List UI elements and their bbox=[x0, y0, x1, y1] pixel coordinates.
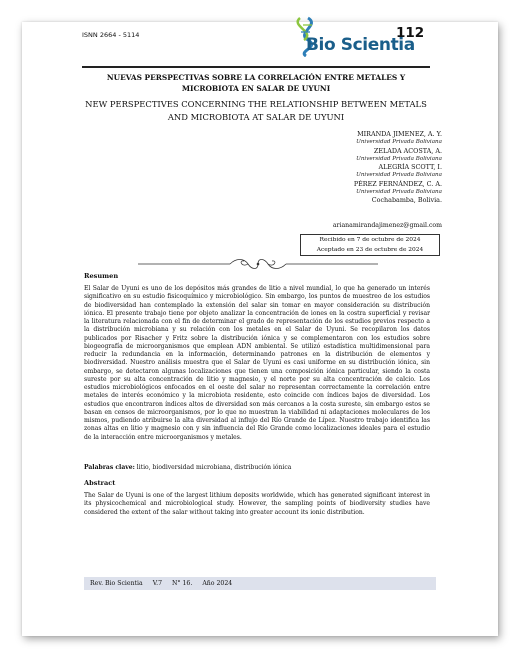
author-affiliation: Universidad Privada Boliviana bbox=[356, 139, 442, 146]
title-spanish: NUEVAS PERSPECTIVAS SOBRE LA CORRELACIÓN ENTRE METALES Y MICROBIOTA EN SALAR DE UYUNI bbox=[106, 73, 406, 93]
header-rule bbox=[82, 66, 430, 68]
author-list bbox=[354, 130, 442, 205]
issn-label: ISNN 2664 - 5114 bbox=[82, 31, 140, 39]
author-email[interactable]: arianamirandajimenez@gmail.com bbox=[332, 222, 442, 229]
author-location: Cochabamba, Bolivia. bbox=[371, 196, 442, 205]
footer-year: Año 2024 bbox=[202, 580, 233, 587]
resumen-heading: Resumen bbox=[84, 272, 119, 280]
abstract-heading: Abstract bbox=[84, 479, 116, 487]
keywords-text: litio, biodiversidad microbiana, distribución iónica bbox=[136, 464, 292, 471]
author-name: PÉREZ FERNÁNDEZ, C. A. bbox=[353, 179, 442, 188]
author-affiliation: Universidad Privada Boliviana bbox=[356, 155, 442, 162]
footer-number: N° 16. bbox=[172, 580, 193, 587]
author-affiliation: Universidad Privada Boliviana bbox=[356, 189, 442, 196]
author-name: ZELADA ACOSTA, A. bbox=[373, 146, 442, 155]
received-date: Recibido en 7 de octubre de 2024 bbox=[319, 237, 421, 243]
keywords-label: Palabras clave: bbox=[84, 464, 135, 471]
footer-band bbox=[84, 577, 436, 590]
ornament-divider bbox=[138, 257, 378, 271]
author-name: MIRANDA JIMENEZ, A. Y. bbox=[357, 130, 442, 138]
footer-volume: V.7 bbox=[152, 580, 163, 587]
author-name: ALEGRÍA SCOTT, I. bbox=[378, 163, 442, 172]
title-english: NEW PERSPECTIVES CONCERNING THE RELATIONSHIP BETWEEN METALS AND MICROBIOTA AT SALAR DE UYUNI bbox=[85, 99, 427, 122]
page-number: 112 bbox=[396, 25, 425, 41]
journal-name: Bio Scientia bbox=[306, 35, 415, 55]
author-affiliation: Universidad Privada Boliviana bbox=[356, 172, 442, 179]
abstract-text: The Salar de Uyuni is one of the largest lithium deposits worldwide, which has generated significant interest in its physicochemical and microbiological study. However, the sampling points of biodiversity studies have considered the extent of the salar without taking into greater account its ionic distribution. bbox=[84, 492, 430, 516]
accepted-date: Aceptado en 23 de octubre de 2024 bbox=[316, 246, 424, 253]
dates-box bbox=[300, 234, 440, 256]
footer-journal: Rev. Bio Scientia bbox=[90, 580, 143, 587]
keywords-line bbox=[84, 464, 430, 472]
resumen-text: El Salar de Uyuni es uno de los depósitos más grandes de litio a nivel mundial, lo que ha generado un interés significativo en su estudio fisicoquímico y microbiológico. Sin embargo, los puntos de muestreo de los estudios de biodiversidad han contemplado la extensión del salar sin tomar en mayor consideración su distribución iónica. El presente trabajo tiene por objeto analizar la concentración de iones en la costra superficial y revisar la literatura relacionada con el fin de determinar el grado de representación de los estudios previos respecto a la distribución microbiana y su relación con los metales en el Salar de Uyuni. Se recopilaron los datos publicados por Risacher y Fritz sobre la distribución iónica y se complementaron con los estudios sobre biogeografía de microorganismos que emplean ADN ambiental. Se utilizó estadística multidimensional para reducir la redundancia en la información, determinando patrones en la distribución de elementos y biodiversidad. Nuestro análisis muestra que el Salar de Uyuni es casi uniforme en su distribución iónica, sin embargo, se detectaron algunas localizaciones que tienen una composición iónica particular, siendo la costa sureste por su alta concentración de litio y magnesio, y el norte por su alta concentración de calcio. Los estudios microbiológicos enfocados en el oeste del salar no representan correctamente la correlación entre metales de interés económico y la microbiota residente, esto coincide con índices bajos de diversidad. Los estudios que encontraron índices altos de diversidad son más cercanos a la costa sureste, sin embargo estos se basan en censos de microorganismos, por lo que no muestran la viabilidad ni adaptaciones moleculares de los mismos, pudiendo atribuirse la alta diversidad al influjo del Río Grande de Lípez. Nuestro trabajo identifica las zonas altas en litio y magnesio con y sin influencia del Río Grande como localizaciones ideales para el estudio de la interacción entre microorganismos y metales. bbox=[84, 285, 430, 441]
